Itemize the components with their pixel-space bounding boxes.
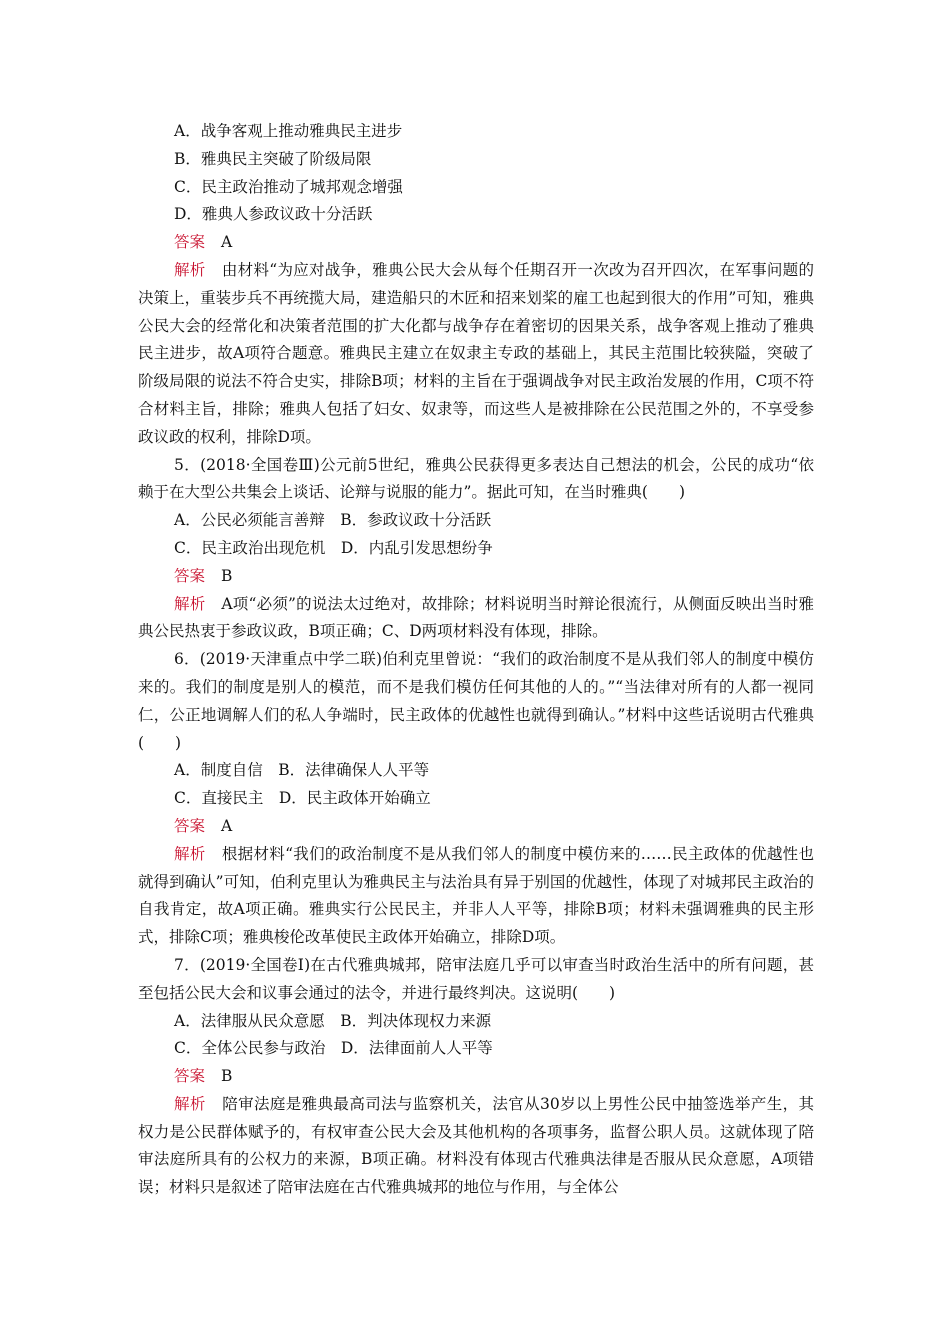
option-d: D．雅典人参政议政十分活跃	[174, 205, 373, 224]
question-7-options-row-2: C．全体公民参与政治 D．法律面前人人平等	[174, 1039, 493, 1058]
analysis-paragraph	[138, 257, 814, 452]
analysis-paragraph	[138, 591, 814, 647]
answer-label: 答案	[174, 816, 206, 835]
question-5-stem: 5．(2018·全国卷Ⅲ)公元前5世纪，雅典公民获得更多表达自己想法的机会，公民的成功“依赖于在大型公共集会上谈话、论辩与说服的能力”。据此可知，在当时雅典( )	[138, 455, 814, 502]
analysis-text: A项“必须”的说法太过绝对，故排除；材料说明当时辩论很流行，从侧面反映出当时雅典公民热衷于参政议政，B项正确；C、D两项材料没有体现，排除。	[138, 594, 814, 641]
answer-value: B	[221, 1067, 233, 1086]
answer-line	[138, 1063, 814, 1091]
analysis-label: 解析	[174, 260, 206, 279]
option-a: A．战争客观上推动雅典民主进步	[174, 122, 403, 140]
analysis-text: 根据材料“我们的政治制度不是从我们邻人的制度中模仿来的……民主政体的优越性也就得到确认”可知，伯利克里认为雅典民主与法治具有异于别国的优越性，体现了对城邦民主政治的自我肯定，故A项正确。雅典实行公民民主，并非人人平等，排除B项；材料未强调雅典的民主形式，排除C项；雅典梭伦改革使民主政体开始确立，排除D项。	[138, 844, 814, 947]
question-6-options-row-2: C．直接民主 D．民主政体开始确立	[174, 789, 431, 808]
question-6-stem: 6．(2019·天津重点中学二联)伯利克里曾说：“我们的政治制度不是从我们邻人的制度中模仿来的。我们的制度是别人的模范，而不是我们模仿任何其他的人的。”“当法律对所有的人都一视同仁，公正地调解人们的私人争端时，民主政体的优越性也就得到确认。”材料中这些话说明古代雅典( )	[138, 650, 814, 752]
analysis-label: 解析	[174, 1094, 206, 1113]
analysis-text: 由材料“为应对战争，雅典公民大会从每个任期召开一次改为召开四次，在军事问题的决策上，重装步兵不再统揽大局，建造船只的木匠和招来划桨的雇工也起到很大的作用”可知，雅典公民大会的经常化和决策者范围的扩大化都与战争存在着密切的因果关系，战争客观上推动了雅典民主进步，故A项符合题意。雅典民主建立在奴隶主专政的基础上，其民主范围比较狭隘，突破了阶级局限的说法不符合史实，排除B项；材料的主旨在于强调战争对民主政治发展的作用，C项不符合材料主旨，排除；雅典人包括了妇女、奴隶等，而这些人是被排除在公民范围之外的，不享受参政议政的权利，排除D项。	[138, 260, 814, 446]
analysis-text: 陪审法庭是雅典最高司法与监察机关，法官从30岁以上男性公民中抽签选举产生，其权力是公民群体赋予的，有权审查公民大会及其他机构的各项事务，监督公职人员。这就体现了陪审法庭所具有的公权力的来源，B项正确。材料没有体现古代雅典法律是否服从民众意愿，A项错误；材料只是叙述了陪审法庭在古代雅典城邦的地位与作用，与全体公	[138, 1094, 814, 1197]
answer-value: A	[221, 816, 233, 835]
analysis-paragraph	[138, 841, 814, 952]
question-5-options-row-1: A．公民必须能言善辩 B．参政议政十分活跃	[174, 511, 492, 530]
answer-line	[138, 229, 814, 257]
document-page	[138, 118, 814, 1202]
answer-label: 答案	[174, 1067, 206, 1086]
question-7-options-row-1: A．法律服从民众意愿 B．判决体现权力来源	[174, 1011, 492, 1030]
question-6-options-row-1: A．制度自信 B．法律确保人人平等	[174, 761, 430, 780]
question-5-options-row-2: C．民主政治出现危机 D．内乱引发思想纷争	[174, 538, 493, 557]
answer-label: 答案	[174, 233, 206, 252]
answer-line	[138, 563, 814, 591]
question-7-stem: 7．(2019·全国卷Ⅰ)在古代雅典城邦，陪审法庭几乎可以审查当时政治生活中的所有问题，甚至包括公民大会和议事会通过的法令，并进行最终判决。这说明( )	[138, 955, 814, 1002]
answer-value: B	[221, 566, 233, 585]
option-b: B．雅典民主突破了阶级局限	[174, 149, 372, 168]
analysis-paragraph	[138, 1091, 814, 1202]
answer-label: 答案	[174, 566, 206, 585]
analysis-label: 解析	[174, 844, 206, 863]
option-c: C．民主政治推动了城邦观念增强	[174, 177, 403, 196]
answer-line	[138, 813, 814, 841]
answer-value: A	[221, 233, 233, 252]
analysis-label: 解析	[174, 594, 206, 613]
